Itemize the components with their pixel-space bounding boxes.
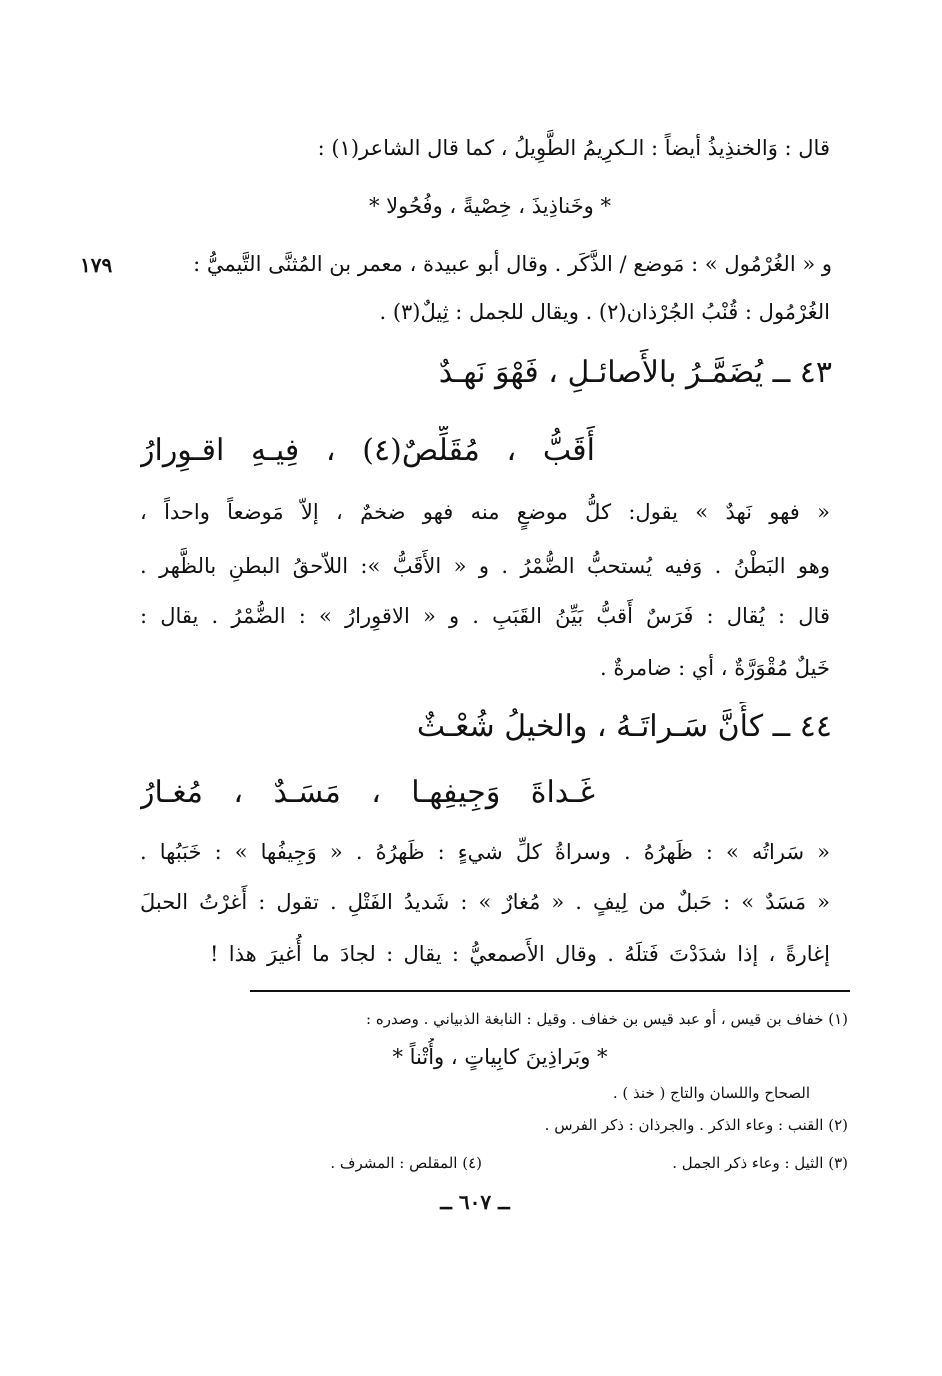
footnote-separator bbox=[250, 990, 850, 992]
footnote-3: (٣) الثيل : وعاء ذكر الجمل . bbox=[672, 1154, 848, 1172]
body-line: قال : وَالخنذِيذُ أيضاً : الـكرِيمُ الطَّوِيلُ ، كما قال الشاعر(١) : bbox=[317, 136, 830, 160]
verse-44-second-hemistich: غَـداةَ وَجِيفِهـا ، مَسَـدٌ ، مُغـارُ bbox=[140, 775, 595, 810]
footnote-1-verse: * وبَراذِينَ كابِياتٍ ، وأُتْناً * bbox=[392, 1045, 608, 1069]
commentary-line: « مَسَدٌ » : حَبلٌ من لِيفٍ . « مُغارٌ » : شَديدُ الفَتْلِ . تقول : أَغرْتُ الحبلَ bbox=[140, 890, 830, 914]
commentary-line: « سَراتُه » : ظَهرُهُ . وسراةُ كلِّ شيءٍ : ظَهرُهُ . « وَجِيفُها » : خَبَبُها . bbox=[140, 840, 830, 864]
page-number: ــ ٦٠٧ ــ bbox=[440, 1190, 510, 1214]
footnote-1-source: الصحاح واللسان والتاج ( خنذ ) . bbox=[612, 1084, 810, 1102]
commentary-line: خَيلٌ مُقْوَرَّةٌ ، أي : ضامرةٌ . bbox=[599, 656, 830, 680]
footnote-4: (٤) المقلص : المشرف . bbox=[330, 1154, 482, 1172]
commentary-line: إغارةً ، إذا شدَدْتَ فَتلَهُ . وقال الأَصمعيُّ : يقال : لجادَ ما أُغيرَ هذا ! bbox=[210, 942, 830, 966]
verse-43-second-hemistich: أَقَبُّ ، مُقَلِّصٌ(٤) ، فِيـهِ اقـوِرارُ bbox=[140, 433, 595, 468]
verse-43-first-hemistich: ٤٣ ــ يُضَمَّـرُ بالأَصائـلِ ، فَهْوَ نَهـدٌ bbox=[438, 355, 832, 390]
commentary-line: وهو البَطْنُ . وَفيه يُستحبُّ الضُّمْرُ . و « الأَقَبُّ »: اللاّحقُ البطنِ بالظَّهر . bbox=[140, 554, 830, 578]
body-line: و « الغُرْمُول » : مَوضع / الذَّكَر . وقال أبو عبيدة ، معمر بن المُثنَّى التَّيميُّ : bbox=[193, 252, 832, 276]
margin-page-reference: ١٧٩ bbox=[80, 253, 113, 277]
footnote-2: (٢) القنب : وعاء الذكر . والجرذان : ذكر الفرس . bbox=[544, 1116, 848, 1134]
quoted-hemistich: * وخَناذِيذَ ، خِصْيةً ، وفُحُولا * bbox=[368, 194, 612, 218]
commentary-line: قال : يُقال : فَرَسٌ أَقبُّ بَيِّنُ القَبَبِ . و « الاقوِرارُ » : الضُّمْرُ . يقال : bbox=[140, 604, 830, 628]
verse-44-first-hemistich: ٤٤ ــ كأَنَّ سَـراتَـهُ ، والخيلُ شُعْـثٌ bbox=[416, 709, 832, 744]
commentary-line: « فهو نَهدٌ » يقول: كلُّ موضعٍ منه فهو ضخمٌ ، إلاّ مَوضعاً واحداً ، bbox=[140, 500, 830, 524]
footnote-1: (١) خفاف بن قيس ، أو عبد قيس بن خفاف . وقيل : النابغة الذبياني . وصدره : bbox=[366, 1010, 848, 1028]
body-line: الغُرْمُول : قُنْبُ الجُرْذان(٢) . ويقال للجمل : ثِيلٌ(٣) . bbox=[379, 300, 830, 324]
